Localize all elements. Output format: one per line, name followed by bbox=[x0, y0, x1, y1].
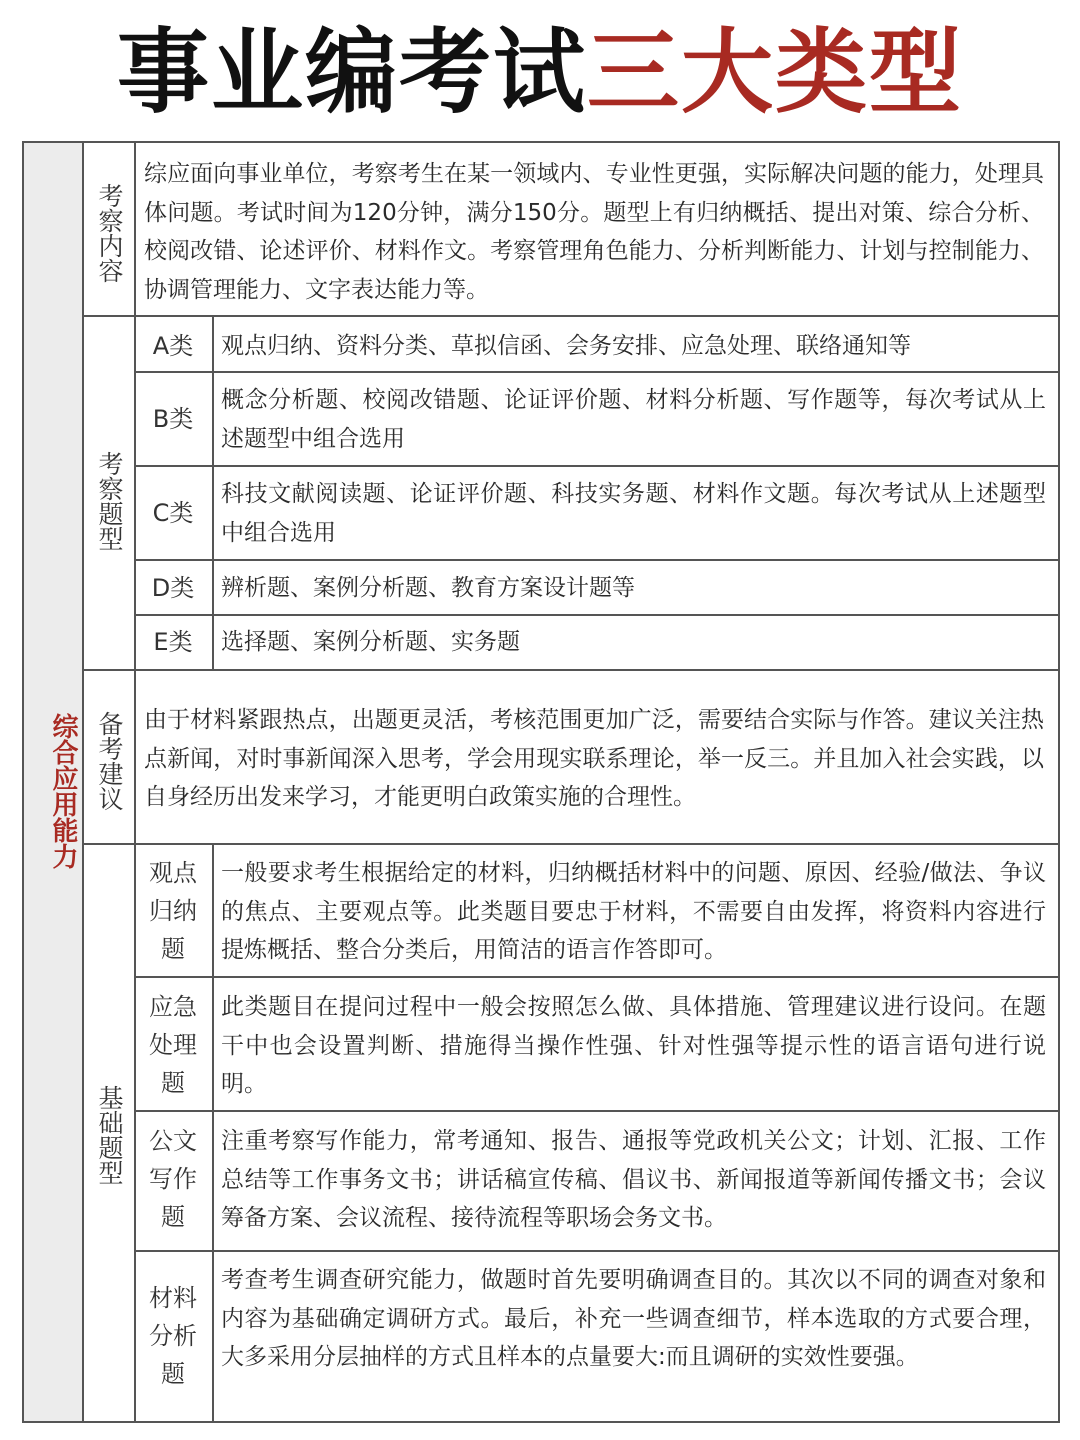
type-label-a: A类 bbox=[152, 332, 194, 360]
divider bbox=[84, 843, 1060, 845]
divider bbox=[134, 465, 1060, 467]
type-text-a: 观点归纳、资料分类、草拟信函、会务安排、应急处理、联络通知等 bbox=[221, 333, 911, 359]
basic-text-material: 考查考生调查研究能力，做题时首先要明确调查目的。其次以不同的调查对象和内容为基础确定调研方式。最后，补充一些调查细节，样本选取的方式要合理，大多采用分层抽样的方式且样本的点量要大:而且调研的实效性要强。 bbox=[221, 1267, 1046, 1370]
basic-label-emergency: 应急处理题 bbox=[149, 993, 197, 1097]
type-label-d: D类 bbox=[151, 574, 195, 602]
divider bbox=[134, 559, 1060, 561]
section-label-types: 考察题型 bbox=[95, 451, 124, 551]
title-black-part: 事业编考试 bbox=[116, 19, 587, 126]
page-title bbox=[0, 18, 1080, 128]
section-label-advice: 备考建议 bbox=[95, 711, 124, 811]
type-text-c: 科技文献阅读题、论证评价题、科技实务题、材料作文题。每次考试从上述题型中组合选用 bbox=[221, 481, 1046, 546]
divider bbox=[134, 1110, 1060, 1112]
basic-text-summary: 一般要求考生根据给定的材料，归纳概括材料中的问题、原因、经验/做法、争议的焦点、主要观点等。此类题目要忠于材料，不需要自由发挥，将资料内容进行提炼概括、整合分类后，用简洁的语言作答即可。 bbox=[221, 860, 1046, 963]
type-text-e: 选择题、案例分析题、实务题 bbox=[221, 629, 520, 655]
section-text-advice: 由于材料紧跟热点，出题更灵活，考核范围更加广泛，需要结合实际与作答。建议关注热点新闻，对时事新闻深入思考，学会用现实联系理论，举一反三。并且加入社会实践，以自身经历出发来学习，才能更明白政策实施的合理性。 bbox=[144, 707, 1044, 810]
type-text-d: 辨析题、案例分析题、教育方案设计题等 bbox=[221, 575, 635, 601]
divider bbox=[134, 614, 1060, 616]
basic-label-material: 材料分析题 bbox=[149, 1284, 197, 1388]
divider bbox=[134, 1250, 1060, 1252]
type-label-b: B类 bbox=[152, 405, 194, 433]
section-label-basic: 基础题型 bbox=[95, 1085, 124, 1185]
basic-text-writing: 注重考察写作能力，常考通知、报告、通报等党政机关公文；计划、汇报、工作总结等工作事务文书；讲话稿宣传稿、倡议书、新闻报道等新闻传播文书；会议筹备方案、会议流程、接待流程等职场会务文书。 bbox=[221, 1128, 1046, 1231]
divider bbox=[134, 976, 1060, 978]
section-text-content: 综应面向事业单位，考察考生在某一领域内、专业性更强，实际解决问题的能力，处理具体问题。考试时间为120分钟，满分150分。题型上有归纳概括、提出对策、综合分析、校阅改错、论述评价、材料作文。考察管理角色能力、分析判断能力、计划与控制能力、协调管理能力、文字表达能力等。 bbox=[144, 161, 1044, 303]
basic-label-writing: 公文写作题 bbox=[149, 1127, 197, 1231]
divider bbox=[212, 843, 214, 1421]
section-label-content: 考察内容 bbox=[95, 183, 124, 283]
type-label-e: E类 bbox=[153, 628, 193, 656]
main-category-column bbox=[24, 143, 84, 1421]
type-label-c: C类 bbox=[152, 499, 194, 527]
exam-table bbox=[22, 141, 1060, 1423]
divider bbox=[84, 315, 1060, 317]
divider bbox=[134, 371, 1060, 373]
main-category-label: 综合应用能力 bbox=[48, 713, 78, 869]
type-text-b: 概念分析题、校阅改错题、论证评价题、材料分析题、写作题等，每次考试从上述题型中组合选用 bbox=[221, 387, 1046, 452]
basic-text-emergency: 此类题目在提问过程中一般会按照怎么做、具体措施、管理建议进行设问。在题干中也会设置判断、措施得当操作性强、针对性强等提示性的语言语句进行说明。 bbox=[221, 994, 1046, 1097]
basic-label-summary: 观点归纳题 bbox=[149, 859, 197, 963]
divider bbox=[84, 669, 1060, 671]
title-red-part: 三大类型 bbox=[587, 19, 964, 126]
